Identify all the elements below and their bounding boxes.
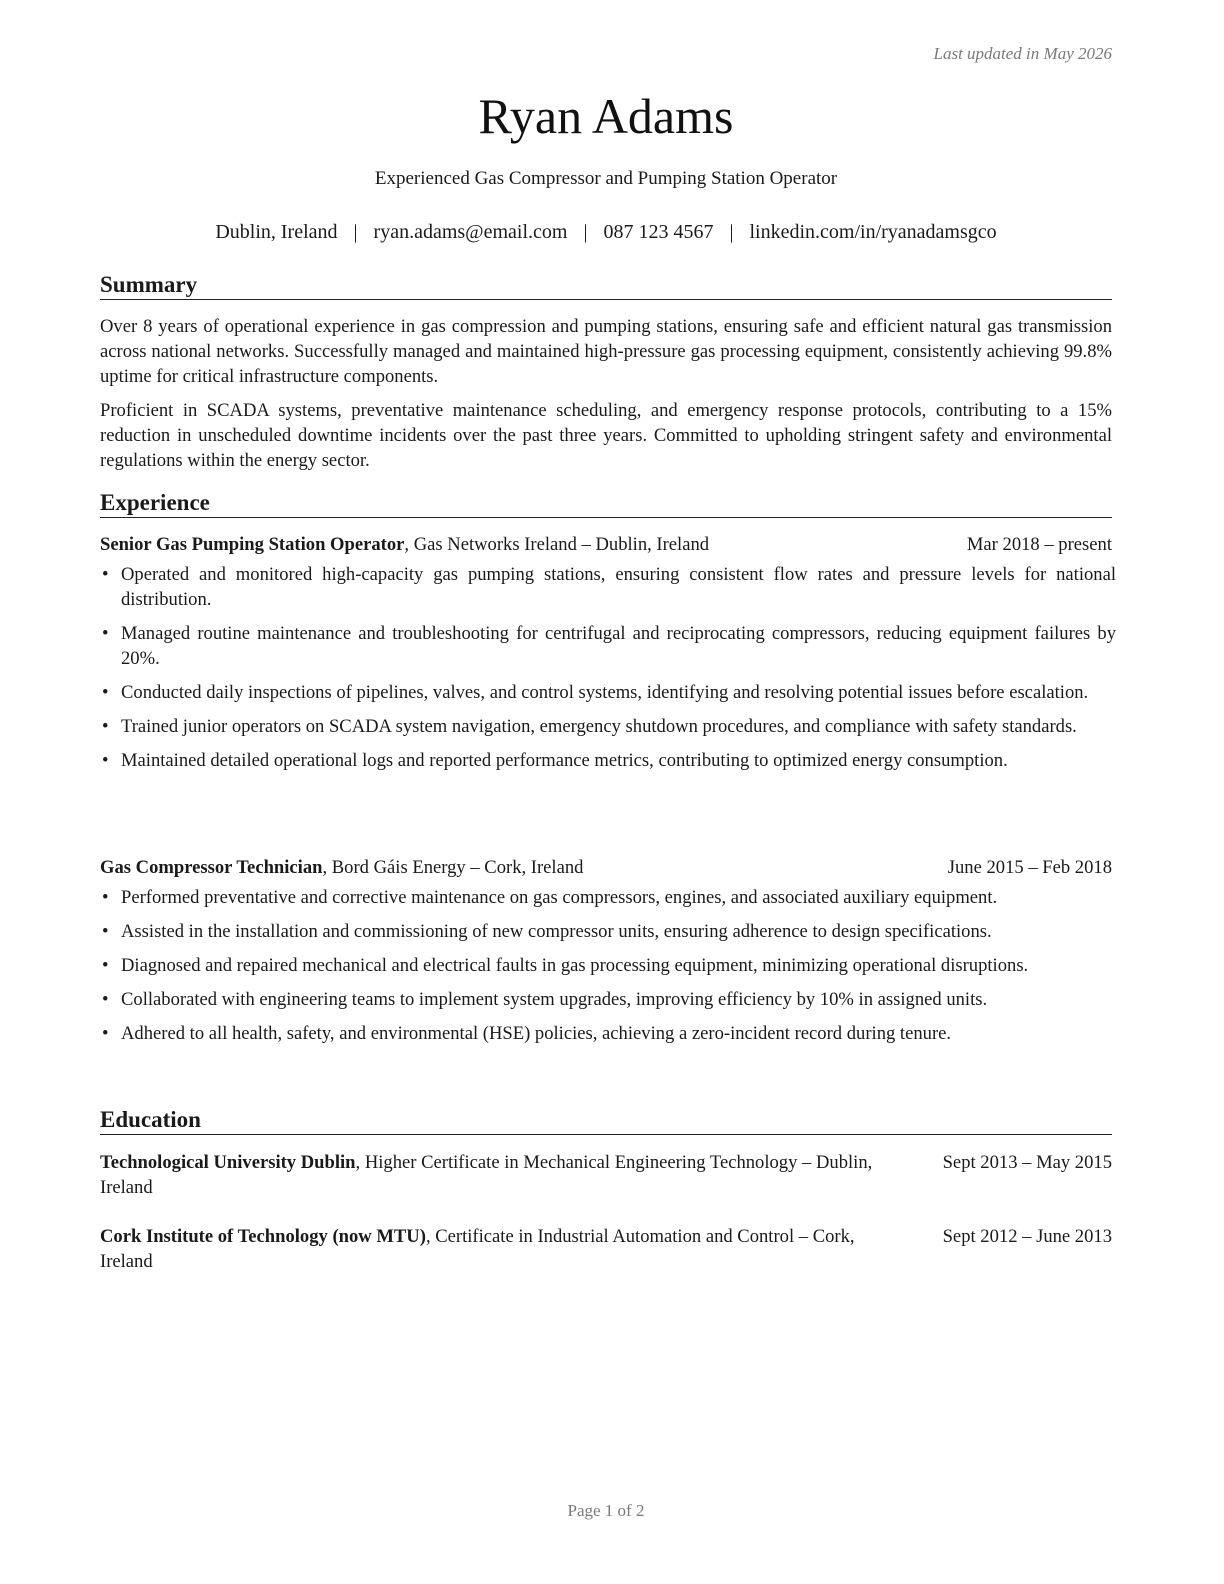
education-entry-2 xyxy=(100,1224,1112,1274)
job-role: Gas Compressor Technician xyxy=(100,857,323,878)
list-item: • Maintained detailed operational logs and reported performance metrics, contributing to optimized energy consumption. xyxy=(102,750,1008,771)
summary-paragraph-1: Over 8 years of operational experience in gas compression and pumping stations, ensuring safe and efficient natural gas transmission across national networks. Successfully managed and maintained high-pressure gas processing equipment, consistently achieving 99.8% uptime for critical infrastructure components. xyxy=(100,316,1112,387)
job-role: Senior Gas Pumping Station Operator xyxy=(100,534,405,555)
experience-heading: Experience xyxy=(100,489,1112,518)
list-item: • Diagnosed and repaired mechanical and electrical faults in gas processing equipment, minimizing operational disruptions. xyxy=(102,955,1029,976)
list-item: • Trained junior operators on SCADA system navigation, emergency shutdown procedures, and compliance with safety standards. xyxy=(102,716,1077,737)
summary-paragraph-2: Proficient in SCADA systems, preventative maintenance scheduling, and emergency response protocols, contributing to a 15% reduction in unscheduled downtime incidents over the past three years. Committed to upholding stringent safety and environmental regulations within the energy sector. xyxy=(100,400,1112,471)
education-entry-1 xyxy=(100,1150,1112,1200)
list-item: • Conducted daily inspections of pipelines, valves, and control systems, identifying and resolving potential issues before escalation. xyxy=(102,682,1089,703)
contact-line xyxy=(100,219,1112,245)
job-dates: Mar 2018 – present xyxy=(966,534,1112,555)
contact-linkedin[interactable]: linkedin.com/in/ryanadamsgco xyxy=(749,221,997,243)
list-item: • Operated and monitored high-capacity gas pumping stations, ensuring consistent flow rates and pressure levels for national distribution. xyxy=(102,564,1116,610)
job-header-1 xyxy=(100,532,1112,557)
page-number: Page 1 of 2 xyxy=(567,1501,645,1520)
education-detail: , Certificate in Industrial Automation and Control – Cork, Ireland xyxy=(100,1226,855,1272)
summary-heading: Summary xyxy=(100,271,1112,300)
job-company: , Gas Networks Ireland – Dublin, Ireland xyxy=(404,534,710,555)
job-bullets-2 xyxy=(100,885,1116,1055)
job-header-2 xyxy=(100,855,1112,880)
contact-separator: | xyxy=(353,221,358,243)
list-item: • Managed routine maintenance and troubleshooting for centrifugal and reciprocating compressors, reducing equipment failures by 20%. xyxy=(102,623,1116,669)
contact-phone[interactable]: 087 123 4567 xyxy=(603,221,714,243)
candidate-headline: Experienced Gas Compressor and Pumping Station Operator xyxy=(374,168,838,189)
education-detail: , Higher Certificate in Mechanical Engineering Technology – Dublin, Ireland xyxy=(100,1152,873,1198)
contact-email[interactable]: ryan.adams@email.com xyxy=(373,221,568,243)
education-institution: Cork Institute of Technology (now MTU) xyxy=(100,1226,426,1247)
education-heading: Education xyxy=(100,1106,1112,1135)
contact-separator: | xyxy=(729,221,734,243)
list-item: • Assisted in the installation and commissioning of new compressor units, ensuring adherence to design specifications. xyxy=(102,921,992,942)
last-updated-note: Last updated in May 2026 xyxy=(933,44,1112,63)
list-item: • Performed preventative and corrective maintenance on gas compressors, engines, and associated auxiliary equipment. xyxy=(102,887,998,908)
job-company: , Bord Gáis Energy – Cork, Ireland xyxy=(322,857,584,878)
job-dates: June 2015 – Feb 2018 xyxy=(947,857,1112,878)
education-institution: Technological University Dublin xyxy=(100,1152,356,1173)
list-item: • Collaborated with engineering teams to implement system upgrades, improving efficiency by 10% in assigned units. xyxy=(102,989,988,1010)
education-dates: Sept 2013 – May 2015 xyxy=(942,1152,1112,1173)
job-bullets-1 xyxy=(100,562,1116,782)
education-dates: Sept 2012 – June 2013 xyxy=(942,1226,1112,1247)
list-item: • Adhered to all health, safety, and environmental (HSE) policies, achieving a zero-incident record during tenure. xyxy=(102,1023,952,1044)
contact-separator: | xyxy=(583,221,588,243)
contact-location: Dublin, Ireland xyxy=(215,221,338,243)
resume-page xyxy=(100,0,1116,1584)
candidate-name: Ryan Adams xyxy=(478,88,734,144)
